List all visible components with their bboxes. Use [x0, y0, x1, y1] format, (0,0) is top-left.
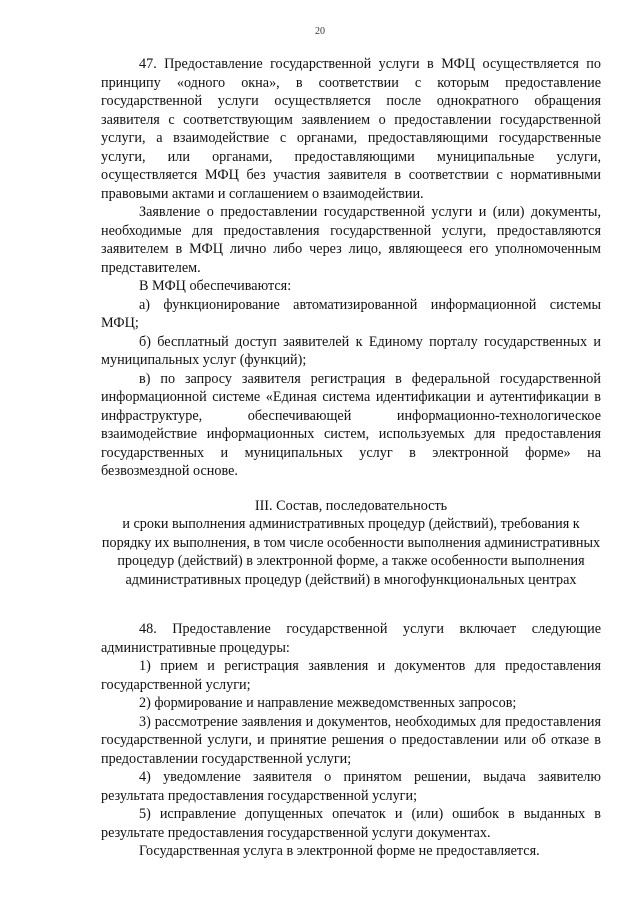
page-number: 20 — [315, 26, 325, 37]
procedure-item-5: 5) исправление допущенных опечаток и (или) ошибок в выданных в результате предоставления государственной услуги документах. — [101, 806, 601, 841]
paragraph-47: 47. Предоставление государственной услуги в МФЦ осуществляется по принципу «одного окна», в соответствии с которым предоставление государственной услуги осуществляется после однократного обращения заявителя с соответствующим заявлением о предоставлении государственной услуги, а взаимодействие с органами, предоставляющими государственные услуги, или органами, предоставляющими муниципальные услуги, осуществляется МФЦ без участия заявителя в соответствии с нормативными правовыми актами и соглашением о взаимодействии. — [101, 56, 601, 202]
paragraph-electronic-form-note: Государственная услуга в электронной форме не предоставляется. — [139, 843, 540, 859]
list-item-v: в) по запросу заявителя регистрация в федеральной государственной информационной системе «Единая система идентификации и аутентификации в инфраструктуре, обеспечивающей информационно-технологическое взаимодействие информационных систем, используемых для предоставления государственных и муниципальных услуг в электронной форме» на безвозмездной основе. — [101, 370, 601, 479]
section-heading-line-1: III. Состав, последовательность — [254, 497, 448, 514]
section-gap — [101, 606, 601, 620]
list-item-a: а) функционирование автоматизированной информационной системы МФЦ; — [101, 296, 601, 331]
procedure-item-4: 4) уведомление заявителя о принятом решении, выдача заявителю результата предоставления государственной услуги; — [101, 769, 601, 804]
procedure-item-1: 1) прием и регистрация заявления и документов для предоставления государственной услуги; — [101, 658, 601, 693]
section-heading-line-2: и сроки выполнения административных процедур (действий), требования к порядку их выполнения, в том числе особенности выполнения административных процедур (действий) в электронной форме, а также особенности выполнения административных процедур (действий) в многофункциональных центрах — [101, 516, 601, 588]
procedure-item-3: 3) рассмотрение заявления и документов, необходимых для предоставления государственной услуги, и принятие решения о предоставлении или об отказе в предоставлении государственной услуги; — [101, 713, 601, 767]
paragraph-mfc-provides: В МФЦ обеспечиваются: — [139, 278, 292, 294]
page-content — [101, 55, 601, 861]
procedure-item-2: 2) формирование и направление межведомственных запросов; — [139, 695, 517, 711]
section-heading — [101, 497, 601, 590]
paragraph-48: 48. Предоставление государственной услуги включает следующие административные процедуры: — [101, 621, 601, 656]
paragraph-application-submission: Заявление о предоставлении государственной услуги и (или) документы, необходимые для предоставления государственной услуги, предоставляются заявителем в МФЦ лично либо через лицо, являющееся его уполномоченным представителем. — [101, 204, 601, 276]
list-item-b: б) бесплатный доступ заявителей к Единому порталу государственных и муниципальных услуг (функций); — [101, 333, 601, 368]
